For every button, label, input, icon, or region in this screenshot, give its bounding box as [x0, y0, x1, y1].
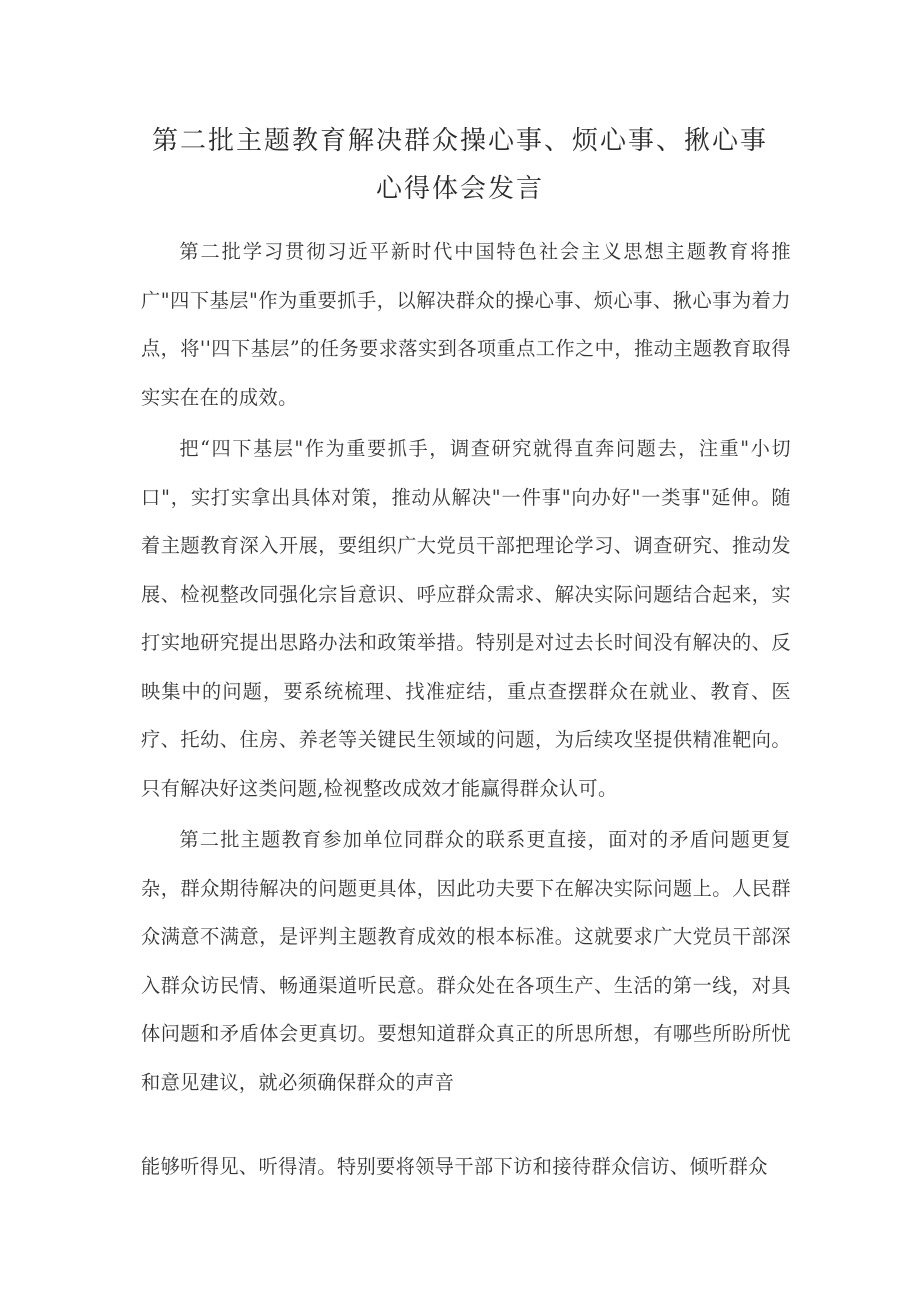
paragraph-4-block	[141, 1143, 791, 1192]
paragraph-4: 能够听得见、听得清。特别要将领导干部下访和接待群众信访、倾听群众	[141, 1155, 768, 1178]
paragraph-3-block	[141, 816, 791, 1107]
paragraph-3: 第二批主题教育参加单位同群众的联系更直接，面对的矛盾问题更复杂，群众期待解决的问题更具体，因此功夫要下在解决实际问题上。人民群众满意不满意，是评判主题教育成效的根本标准。这就要求广大党员干部深入群众访民情、畅通渠道听民意。群众处在各项生产、生活的第一线，对具体问题和矛盾体会更真切。要想知道群众真正的所思所想，有哪些所盼所忧和意见建议，就必须确保群众的声音	[141, 828, 791, 1094]
document-title-line-1: 第二批主题教育解决群众操心事、烦心事、揪心事	[151, 126, 768, 156]
paragraph-2-block	[141, 425, 791, 813]
document-title-line-2: 心得体会发言	[375, 174, 544, 204]
paragraph-1-block	[141, 228, 791, 422]
paragraph-2: 把“四下基层"作为重要抓手，调查研究就得直奔问题去，注重"小切口"，实打实拿出具体对策，推动从解决"一件事"向办好"一类事"延伸。随着主题教育深入开展，要组织广大党员干部把理论学习、调查研究、推动发展、检视整改同强化宗旨意识、呼应群众需求、解决实际问题结合起来，实打实地研究提出思路办法和政策举措。特别是对过去长时间没有解决的、反映集中的问题，要系统梳理、找准症结，重点查摆群众在就业、教育、医疗、托幼、住房、养老等关键民生领域的问题，为后续攻坚提供精准靶向。只有解决好这类问题,检视整改成效才能赢得群众认可。	[141, 437, 791, 800]
paragraph-1: 第二批学习贯彻习近平新时代中国特色社会主义思想主题教育将推广"四下基层"作为重要抓手，以解决群众的操心事、烦心事、揪心事为着力点，将''四下基层”的任务要求落实到各项重点工作之中，推动主题教育取得实实在在的成效。	[141, 240, 791, 409]
